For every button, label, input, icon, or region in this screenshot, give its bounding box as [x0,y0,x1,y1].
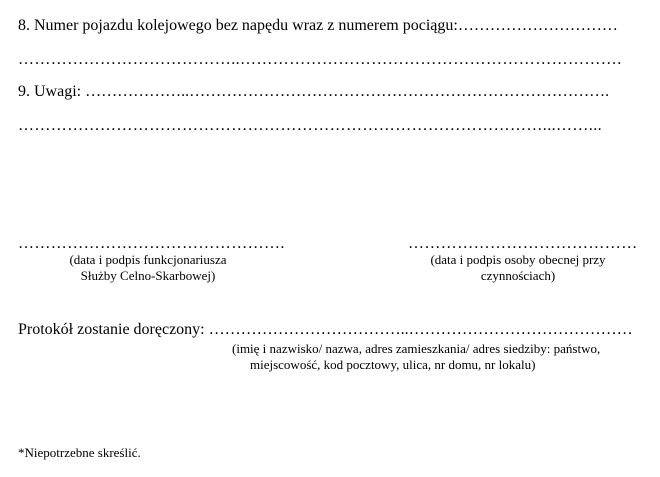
protocol-fill-field: ………………………………..…………………………………… [208,321,633,338]
item-8-continuation-field: …………………………………..……………………………………………………………. [18,51,622,68]
item-9-continuation-field: ……………………………………………………………………………………...……... [18,117,602,134]
protocol-row [18,320,633,340]
item-8-fill-field: ………………………… [457,17,618,34]
officer-caption-line-2: Służby Celno-Skarbowej) [80,268,216,283]
witness-caption-line-1: (data i podpis osoby obecnej przy [430,252,606,267]
officer-signature-caption [30,252,266,284]
witness-signature-field: …………………………………… [408,235,638,252]
item-8-row [18,16,618,36]
item-8-label: 8. Numer pojazdu kolejowego bez napędu wraz z numerem pociągu: [18,17,458,34]
protocol-label: Protokół zostanie doręczony: [18,321,205,338]
witness-signature-caption [408,252,628,284]
footnote: *Niepotrzebne skreślić. [18,445,141,460]
officer-caption-line-1: (data i podpis funkcjonariusza [69,252,227,267]
protocol-caption-line-1: (imię i nazwisko/ nazwa, adres zamieszkania/ adres siedziby: państwo, [232,341,601,356]
officer-signature-field: …………………………………………. [18,235,285,252]
item-9-fill-field: ………………..……………………………………………………………………. [85,83,610,100]
item-9-label: 9. Uwagi: [18,83,82,100]
witness-caption-line-2: czynnościach) [480,268,556,283]
protocol-caption-line-2: miejscowość, kod pocztowy, ulica, nr domu, nr lokalu) [250,357,536,372]
item-9-row [18,82,609,102]
